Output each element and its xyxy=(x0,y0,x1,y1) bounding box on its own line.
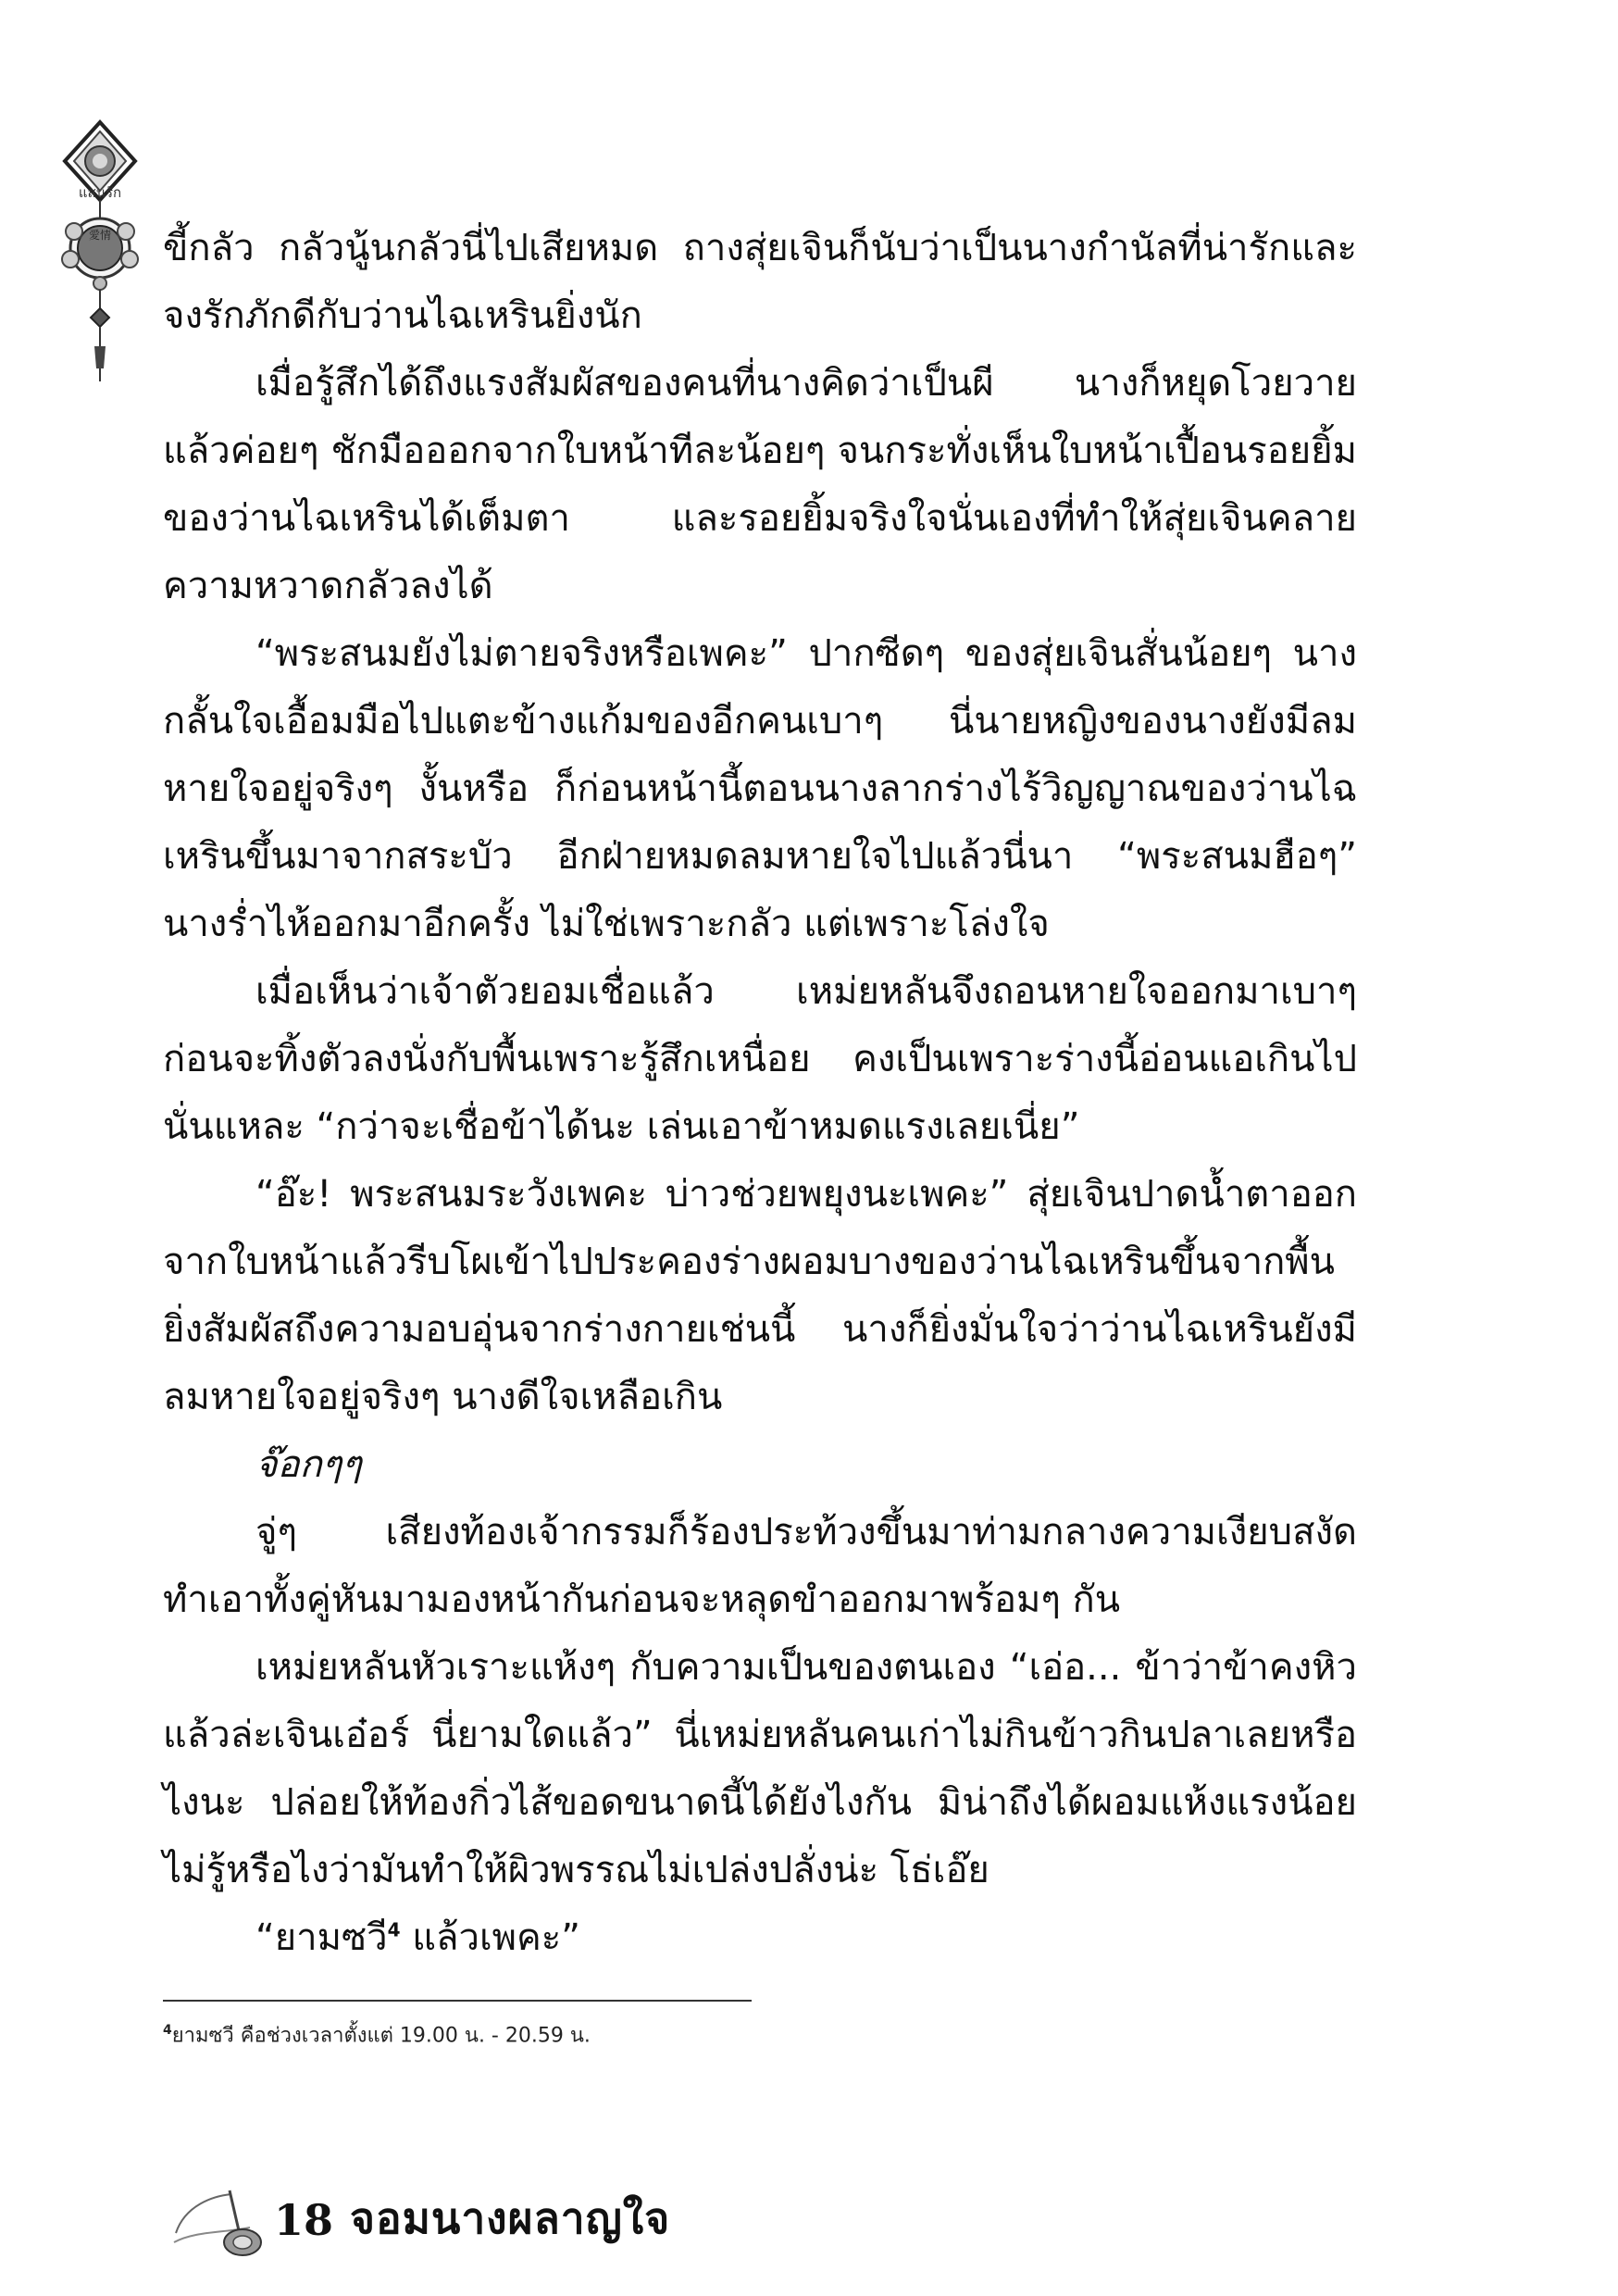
dialogue-last-line xyxy=(163,1904,1357,1972)
footnote-text: ยามซวี คือช่วงเวลาตั้งแต่ 19.00 น. - 20.59 น. xyxy=(171,2024,591,2048)
footnote-marker: 4 xyxy=(387,1918,401,1941)
logo-caption: แสนรัก xyxy=(78,184,122,201)
paragraph: จู่ๆ เสียงท้องเจ้ากรรมก็ร้องประท้วงขึ้นมาท่ามกลางความเงียบสงัด ทำเอาทั้งคู่หันมามองหน้ากันก่อนจะหลุดขำออกมาพร้อมๆ กัน xyxy=(163,1511,1357,1621)
sound-effect-line: จ๊อกๆๆ xyxy=(255,1443,362,1486)
paragraph: เมื่อเห็นว่าเจ้าตัวยอมเชื่อแล้ว เหม่ยหลันจึงถอนหายใจออกมาเบาๆ ก่อนจะทิ้งตัวลงนั่งกับพื้นเพราะรู้สึกเหนื่อย คงเป็นเพราะร่างนี้อ่อนแอเกินไปนั่นแหละ “กว่าจะเชื่อข้าได้นะ เล่นเอาข้าหมดแรงเลยเนี่ย” xyxy=(163,970,1357,1148)
paragraph: ขี้กลัว กลัวนู้นกลัวนี่ไปเสียหมด ถางสุ่ยเจินก็นับว่าเป็นนางกำนัลที่น่ารักและจงรักภักดีกับว่านไฉเหรินยิ่งนัก xyxy=(163,227,1357,337)
page-number: 18 xyxy=(274,2195,334,2245)
body-text xyxy=(163,215,1357,1972)
paragraph: “พระสนมยังไม่ตายจริงหรือเพคะ” ปากซีดๆ ของสุ่ยเจินสั่นน้อยๆ นางกลั้นใจเอื้อมมือไปแตะข้างแก้มของอีกคนเบาๆ นี่นายหญิงของนางยังมีลมหายใจอยู่จริงๆ งั้นหรือ ก็ก่อนหน้านี้ตอนนางลากร่างไร้วิญญาณของว่านไฉเหรินขึ้นมาจากสระบัว อีกฝ่ายหมดลมหายใจไปแล้วนี่นา “พระสนมฮือๆ” นางร่ำไห้ออกมาอีกครั้ง ไม่ใช่เพราะกลัว แต่เพราะโล่งใจ xyxy=(163,632,1357,945)
footnote-number: 4 xyxy=(163,2023,172,2038)
thread-spool-icon xyxy=(167,2187,268,2261)
footnote-divider xyxy=(163,2000,752,2002)
paragraph: “อ๊ะ! พระสนมระวังเพคะ บ่าวช่วยพยุงนะเพคะ” สุ่ยเจินปาดน้ำตาออกจากใบหน้าแล้วรีบโผเข้าไปประคองร่างผอมบางของว่านไฉเหรินขึ้นจากพื้น ยิ่งสัมผัสถึงความอบอุ่นจากร่างกายเช่นนี้ นางก็ยิ่งมั่นใจว่าว่านไฉเหรินยังมีลมหายใจอยู่จริงๆ นางดีใจเหลือเกิน xyxy=(163,1173,1357,1418)
paragraph: เมื่อรู้สึกได้ถึงแรงสัมผัสของคนที่นางคิดว่าเป็นผี นางก็หยุดโวยวาย แล้วค่อยๆ ชักมือออกจากใบหน้าทีละน้อยๆ จนกระทั่งเห็นใบหน้าเปื้อนรอยยิ้มของว่านไฉเหรินได้เต็มตา และรอยยิ้มจริงใจนั่นเองที่ทำให้สุ่ยเจินคลายความหวาดกลัวลงได้ xyxy=(163,362,1357,607)
seal-text: 愛情 xyxy=(88,229,111,242)
footnote xyxy=(163,2016,1181,2050)
dialogue-text: “ยามซวี xyxy=(255,1916,388,1959)
paragraph: เหม่ยหลันหัวเราะแห้งๆ กับความเป็นของตนเอง “เอ่อ... ข้าว่าข้าคงหิวแล้วล่ะเจินเอ๋อร์ นี่ยามใดแล้ว” นี่เหม่ยหลันคนเก่าไม่กินข้าวกินปลาเลยหรือไงนะ ปล่อยให้ท้องกิ่วไส้ขอดขนาดนี้ได้ยังไงกัน มิน่าถึงได้ผอมแห้งแรงน้อย ไม่รู้หรือไงว่ามันทำให้ผิวพรรณไม่เปล่งปลั่งน่ะ โธ่เอ๊ย xyxy=(163,1646,1357,1891)
book-title: จอมนางผลาญใจ xyxy=(350,2193,671,2243)
header-ornament xyxy=(57,119,143,387)
dialogue-text-end: แล้วเพคะ” xyxy=(400,1916,581,1959)
tassel-knot-icon xyxy=(91,290,109,381)
